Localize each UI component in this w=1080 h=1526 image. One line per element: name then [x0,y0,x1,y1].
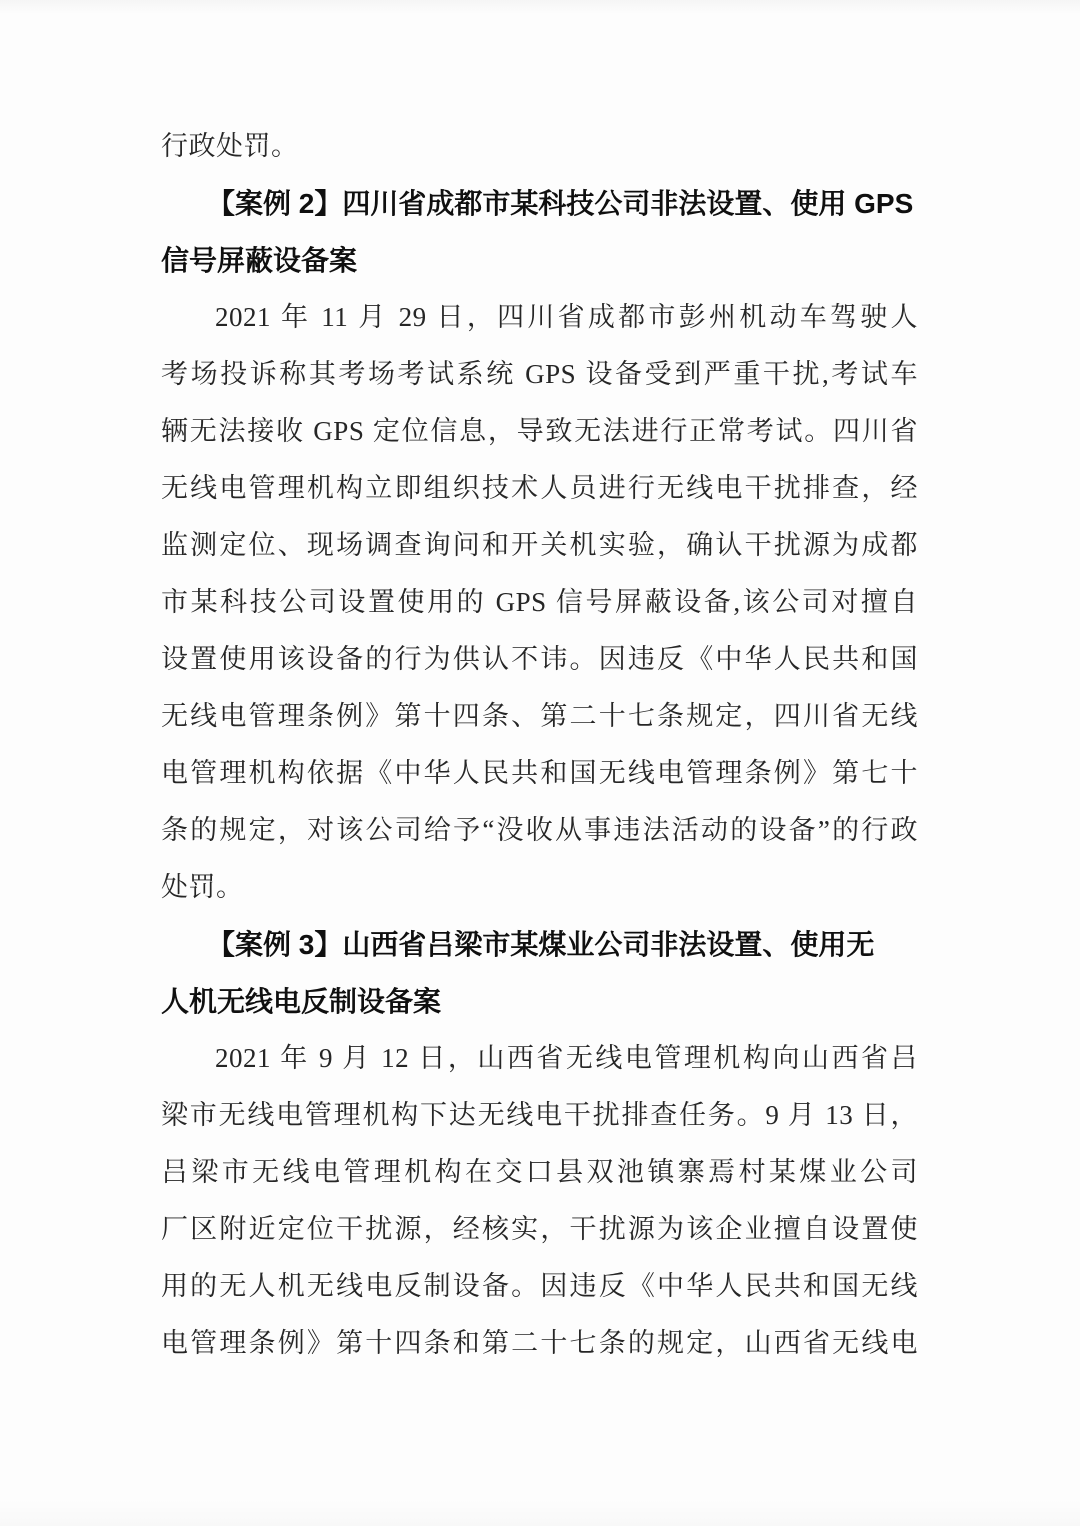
text-line: 设置使用该设备的行为供认不讳。因违反《中华人民共和国 [161,644,918,674]
case-2-heading-line-2: 信号屏蔽设备案 [161,245,358,276]
text-line: 电管理机构依据《中华人民共和国无线电管理条例》第七十 [161,758,918,788]
case-2-heading-line-1: 【案例 2】四川省成都市某科技公司非法设置、使用 GPS [207,188,914,219]
text-line: 条的规定，对该公司给予“没收从事违法活动的设备”的行政 [161,815,918,845]
text-line: 厂区附近定位干扰源，经核实，干扰源为该企业擅自设置使 [161,1214,918,1244]
case-3-heading-line-1: 【案例 3】山西省吕梁市某煤业公司非法设置、使用无 [207,929,875,960]
text-line: 2021 年 11 月 29 日，四川省成都市彭州机动车驾驶人 [215,302,918,332]
text-line: 梁市无线电管理机构下达无线电干扰排查任务。9 月 13 日， [161,1100,918,1130]
text-line: 无线电管理条例》第十四条、第二十七条规定，四川省无线 [161,701,918,731]
text-line-paragraph-end: 处罚。 [161,872,244,902]
text-line-paragraph-end: 行政处罚。 [161,131,299,161]
text-line: 市某科技公司设置使用的 GPS 信号屏蔽设备,该公司对擅自 [161,587,918,617]
text-line: 无线电管理机构立即组织技术人员进行无线电干扰排查，经 [161,473,918,503]
text-line: 考场投诉称其考场考试系统 GPS 设备受到严重干扰,考试车 [161,359,918,389]
text-line: 吕梁市无线电管理机构在交口县双池镇寨焉村某煤业公司 [161,1157,918,1187]
text-line: 2021 年 9 月 12 日，山西省无线电管理机构向山西省吕 [215,1043,918,1073]
text-line: 监测定位、现场调查询问和开关机实验，确认干扰源为成都 [161,530,918,560]
case-3-heading-line-2: 人机无线电反制设备案 [161,986,442,1017]
document-text-block [161,118,918,1372]
text-line: 辆无法接收 GPS 定位信息，导致无法进行正常考试。四川省 [161,416,918,446]
text-line: 电管理条例》第十四条和第二十七条的规定，山西省无线电 [161,1328,918,1358]
text-line: 用的无人机无线电反制设备。因违反《中华人民共和国无线 [161,1271,918,1301]
